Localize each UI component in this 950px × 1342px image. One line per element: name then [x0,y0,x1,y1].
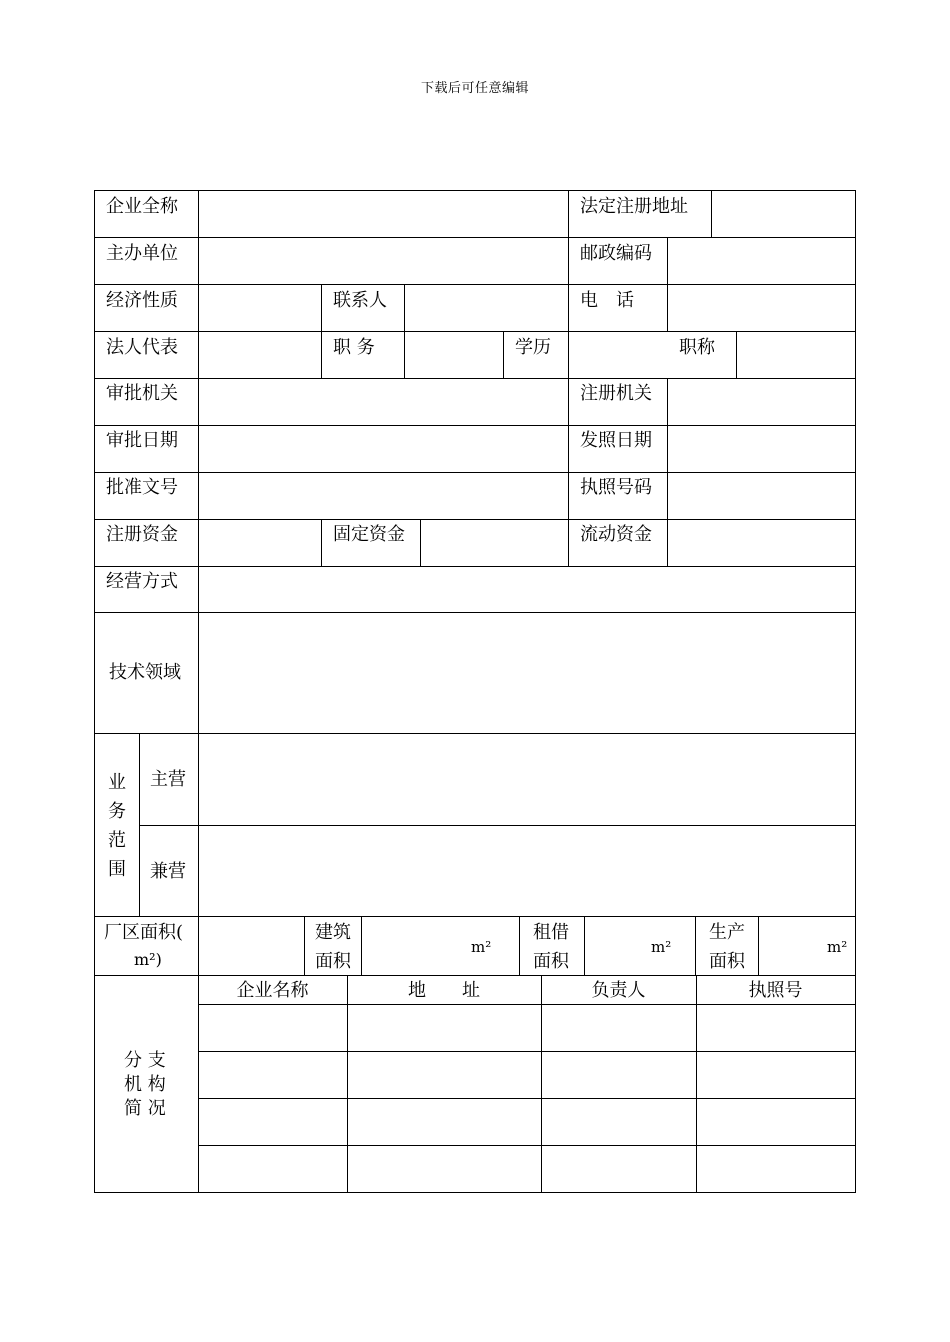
input-postal-code[interactable] [668,238,855,284]
label-license-no: 执照号码 [580,477,652,498]
label-phone: 电 话 [580,290,634,311]
label-tech-field: 技术领域 [109,662,181,683]
branch-row-2[interactable] [199,1052,855,1098]
input-license-issue-date[interactable] [668,426,855,472]
label-business-scope-4: 围 [108,859,126,880]
label-fixed-capital: 固定资金 [333,524,405,545]
label-building-area-line2: 面积 [315,951,351,972]
label-approval-date: 审批日期 [106,430,178,451]
label-legal-rep: 法人代表 [106,337,178,358]
label-production-area-line2: 面积 [709,951,745,972]
input-position[interactable] [405,332,503,378]
input-education[interactable] [569,332,667,378]
branch-row-3[interactable] [199,1099,855,1145]
label-postal-code: 邮政编码 [580,243,652,264]
input-legal-address[interactable] [712,191,855,237]
label-side-business: 兼营 [150,861,186,882]
input-registration-authority[interactable] [668,379,855,425]
unit-building-area: m² [471,938,492,956]
label-legal-address: 法定注册地址 [580,196,688,217]
input-approval-doc-no[interactable] [199,473,568,519]
label-main-business: 主营 [150,769,186,790]
label-rented-area-line1: 租借 [533,922,569,943]
label-license-issue-date: 发照日期 [580,430,652,451]
label-position: 职 务 [333,337,375,358]
input-rented-area[interactable] [585,917,695,975]
input-phone[interactable] [668,285,855,331]
col-header-license-no: 执照号 [748,980,803,1001]
label-company-full-name: 企业全称 [106,196,178,217]
label-registration-authority: 注册机关 [580,383,652,404]
input-title[interactable] [737,332,855,378]
unit-rented-area: m² [651,938,672,956]
input-company-full-name[interactable] [199,191,568,237]
label-registered-capital: 注册资金 [106,524,178,545]
input-approval-date[interactable] [199,426,568,472]
label-contact-person: 联系人 [333,290,387,311]
label-branches-line1: 分 支 [124,1050,166,1071]
branch-row-1[interactable] [199,1005,855,1051]
input-legal-rep[interactable] [199,332,321,378]
label-approval-authority: 审批机关 [106,383,178,404]
input-plant-area[interactable] [199,917,304,975]
label-education: 学历 [515,337,551,358]
label-building-area-line1: 建筑 [315,922,351,943]
input-approval-authority[interactable] [199,379,568,425]
input-production-area[interactable] [759,917,855,975]
input-economic-nature[interactable] [199,285,321,331]
label-business-mode: 经营方式 [106,571,178,592]
label-plant-area-line2: m²) [134,950,162,969]
label-branches-line2: 机 构 [124,1074,166,1095]
input-main-business[interactable] [199,734,855,825]
label-rented-area-line2: 面积 [533,951,569,972]
header-note: 下载后可任意编辑 [420,81,529,96]
input-registered-capital[interactable] [199,520,321,566]
input-side-business[interactable] [199,826,855,916]
label-production-area-line1: 生产 [709,922,745,943]
label-working-capital: 流动资金 [580,524,652,545]
label-approval-doc-no: 批准文号 [106,477,178,498]
label-business-scope-1: 业 [108,772,126,793]
input-business-mode[interactable] [199,567,855,612]
input-fixed-capital[interactable] [421,520,568,566]
branch-row-4[interactable] [199,1146,855,1192]
input-working-capital[interactable] [668,520,855,566]
label-sponsor: 主办单位 [106,243,178,264]
col-header-company-name: 企业名称 [236,980,309,1001]
input-sponsor[interactable] [199,238,568,284]
input-tech-field[interactable] [199,613,855,733]
label-branches-line3: 简 况 [124,1098,166,1119]
label-business-scope-2: 务 [108,801,126,822]
label-title: 职称 [679,337,715,358]
input-building-area[interactable] [362,917,519,975]
input-license-no[interactable] [668,473,855,519]
col-header-address: 地 址 [408,980,480,1001]
col-header-person-in-charge: 负责人 [591,980,646,1001]
unit-production-area: m² [827,938,848,956]
label-business-scope-3: 范 [108,830,126,851]
label-plant-area-line1: 厂区面积( [104,922,184,943]
input-contact-person[interactable] [405,285,568,331]
label-economic-nature: 经济性质 [106,290,178,311]
